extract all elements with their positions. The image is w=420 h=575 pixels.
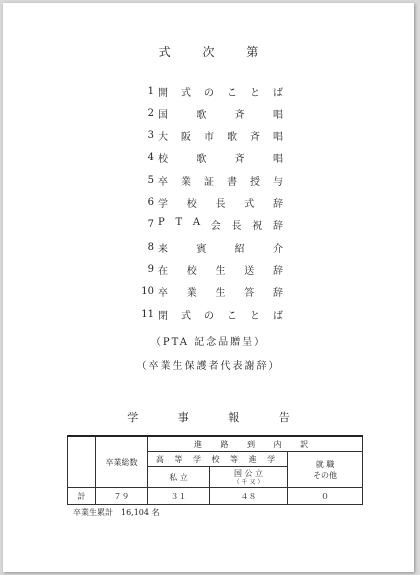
- employment-count: ０: [288, 488, 363, 505]
- program-item: [140, 106, 283, 120]
- program-item-label: 来 賓 紹 介: [158, 243, 283, 255]
- program-item-number: 11: [141, 308, 154, 320]
- document-page: [3, 3, 414, 572]
- program-item-label: 卒 業 証 書 授 与: [158, 176, 283, 188]
- program-item-number: 9: [147, 263, 154, 275]
- program-item: [140, 218, 283, 232]
- program-item-number: 8: [147, 241, 154, 253]
- program-item-number: 3: [147, 130, 154, 142]
- private-header: 私 立: [148, 467, 210, 488]
- public-sublabel: （ 千 又 ）: [233, 479, 264, 486]
- program-item-number: 6: [147, 197, 154, 208]
- program-item-number: 10: [141, 286, 154, 298]
- program-item: [140, 196, 283, 210]
- employment-header: [288, 452, 363, 488]
- program-item: [140, 84, 283, 98]
- program-item-label: 卒 業 生 答 辞: [158, 288, 283, 300]
- program-item: [140, 240, 283, 254]
- program-item: [140, 129, 283, 143]
- path-header: 進 路 到 内 訳: [148, 436, 363, 452]
- program-item-label: 開 式 の こ と ば: [158, 87, 283, 99]
- program-item-number: 5: [147, 174, 154, 186]
- program-item-label: 大 阪 市 歌 斉 唱: [158, 132, 283, 144]
- employment-label: 就 職: [315, 459, 335, 469]
- report-table: [67, 435, 363, 505]
- row-label-header-empty: [68, 436, 96, 488]
- program-item-label: 校 歌 斉 唱: [158, 154, 283, 166]
- program-item-number: 1: [147, 85, 154, 97]
- program-item-label: P T A 会 長 祝 辞: [158, 217, 283, 233]
- program-item-number: 4: [147, 152, 154, 164]
- program-item: [140, 262, 283, 276]
- program-item-label: 学 校 長 式 辞: [158, 199, 283, 210]
- public-header: [210, 467, 288, 488]
- public-count: ４８: [210, 488, 288, 505]
- extra-parent-thanks: （卒業生保護者代表謝辞）: [136, 361, 281, 372]
- total-row-label: 計: [68, 488, 96, 505]
- report-title: 学 事 報 告: [127, 411, 308, 424]
- extra-pta-gift: （PTA 記念品贈呈）: [150, 337, 267, 348]
- program-item-label: 在 校 生 送 辞: [158, 265, 283, 277]
- page-title: 式 次 第: [158, 45, 273, 59]
- public-label: 国 公 立: [233, 469, 264, 478]
- graduates-header: 卒業総数: [96, 436, 148, 488]
- program-item-label: 閉 式 の こ と ば: [158, 310, 283, 322]
- program-item: [140, 173, 283, 187]
- program-item: [140, 307, 283, 321]
- program-item: [140, 151, 283, 165]
- program-item-number: 7: [147, 219, 154, 231]
- highschool-header: 高 等 学 校 等 進 学: [148, 452, 288, 467]
- program-item-label: 国 歌 斉 唱: [158, 109, 283, 121]
- other-label: その他: [313, 470, 338, 480]
- program-item: [140, 285, 283, 299]
- program-item-number: 2: [147, 107, 154, 119]
- cumulative-graduates: 卒業生累計 16,104 名: [73, 508, 160, 517]
- total-graduates: ７９: [96, 488, 148, 505]
- private-count: ３１: [148, 488, 210, 505]
